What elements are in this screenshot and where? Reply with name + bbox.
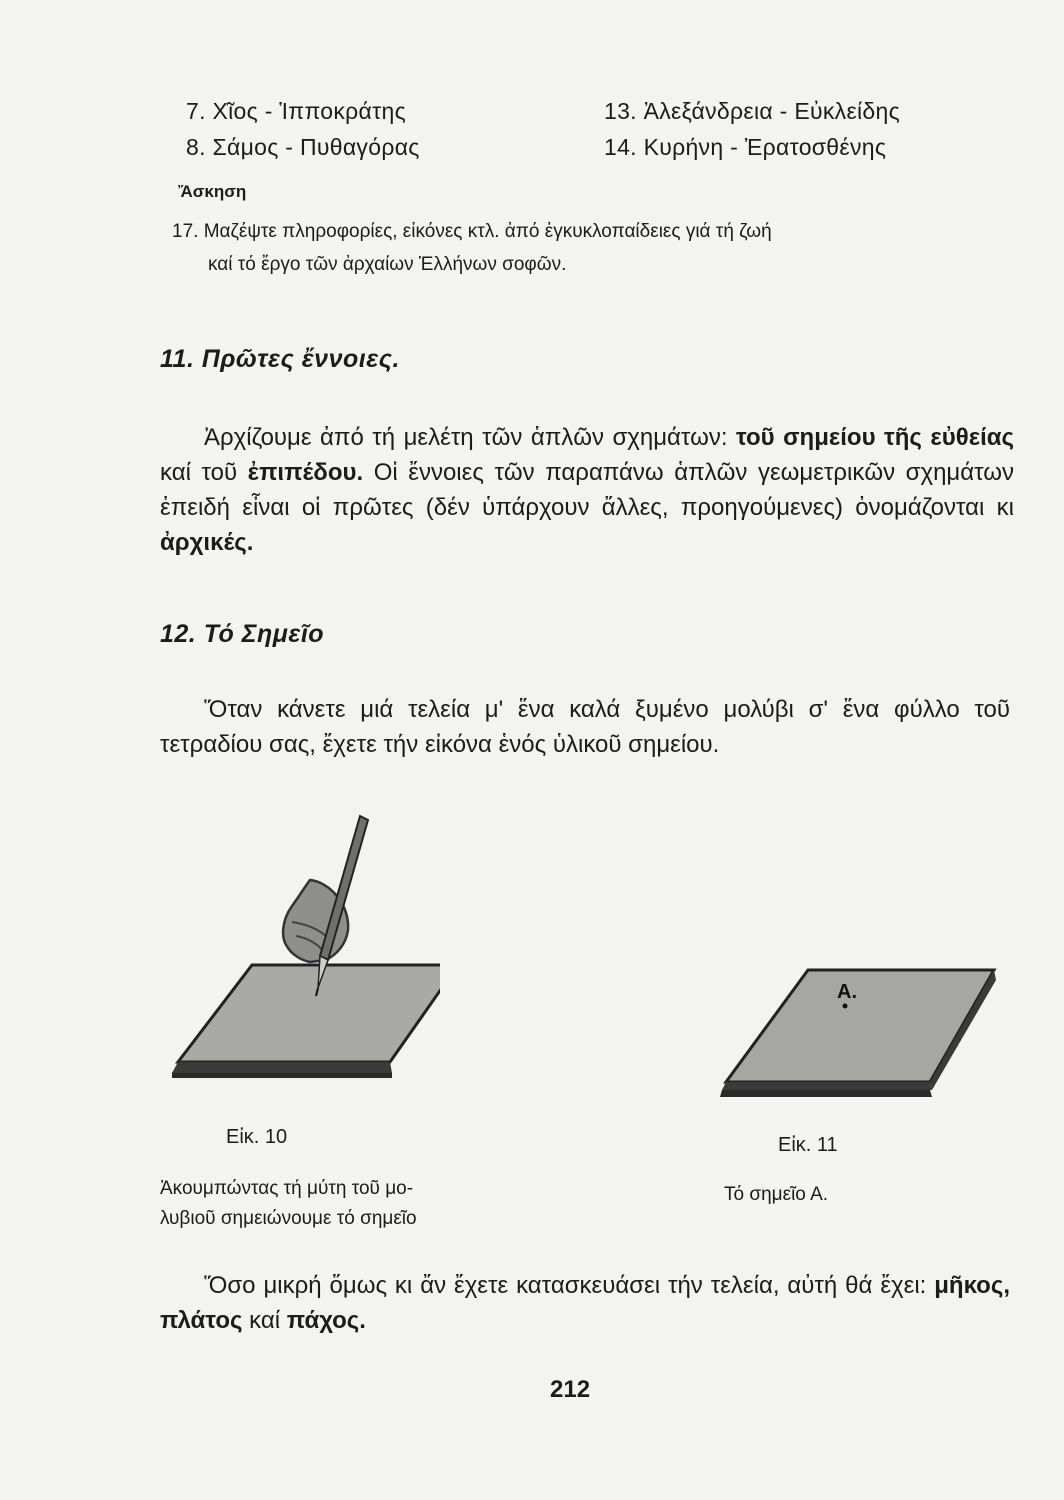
figure-10-caption-line-1: Ἀκουμπώντας τή μύτη τοῦ μο- (160, 1178, 414, 1199)
exercise-title: Ἄσκηση (178, 182, 247, 201)
figure-11-label: Εἰκ. 11 (778, 1134, 838, 1156)
section-12-title: 12. Τό Σημεῖο (160, 620, 325, 648)
closing-paragraph: Ὅσο μικρή ὅμως κι ἄν ἔχετε κατασκευάσει τήν τελεία, αὐτή θά ἔχει: μῆκος, πλάτος καί πάχος. (160, 1272, 1010, 1334)
section-11-paragraph: Ἀρχίζουμε ἀπό τή μελέτη τῶν ἁπλῶν σχημάτων: τοῦ σημείου τῆς εὐθείας καί τοῦ ἐπιπέδου. Οἱ ἔννοιες τῶν παραπάνω ἁπλῶν γεωμετρικῶν σχημάτων ἐπειδή εἶναι οἱ πρῶτες (δέν ὑπάρχουν ἄλλες, προηγούμενες) ὀνομάζονται κι ἀρχικές. (160, 424, 1014, 556)
list-item-samos: 8. Σάμος - Πυθαγόρας (186, 134, 420, 160)
page-number: 212 (550, 1376, 591, 1403)
figure-11-sheet-point (716, 960, 1006, 1120)
list-item-kyrene: 14. Κυρήνη - Ἐρατοσθένης (604, 134, 887, 160)
figure-10-caption-line-2: λυβιοῦ σημειώνουμε τό σημεῖο (160, 1208, 417, 1229)
section-12-paragraph: Ὅταν κάνετε μιά τελεία μ' ἕνα καλά ξυμένο μολύβι σ' ἕνα φύλλο τοῦ τετραδίου σας, ἔχετε τήν εἰκόνα ἑνός ὑλικοῦ σημείου. (160, 696, 1010, 758)
exercise-line-2: καί τό ἔργο τῶν ἀρχαίων Ἑλλήνων σοφῶν. (208, 254, 567, 275)
figure-10-hand-pencil (160, 810, 440, 1090)
point-a-label: A. (837, 981, 857, 1003)
section-11-title: 11. Πρῶτες ἔννοιες. (160, 345, 400, 373)
figure-11-caption: Τό σημεῖο Α. (724, 1184, 829, 1205)
list-item-alexandria: 13. Ἀλεξάνδρεια - Εὐκλείδης (604, 98, 900, 124)
exercise-line-1: 17. Μαζέψτε πληροφορίες, εἰκόνες κτλ. ἀπό ἐγκυκλοπαίδειες γιά τή ζωή (172, 221, 772, 242)
list-item-chios: 7. Χῖος - Ἱπποκράτης (186, 98, 407, 124)
point-a-dot (843, 1004, 848, 1009)
figure-10-label: Εἰκ. 10 (226, 1126, 288, 1148)
